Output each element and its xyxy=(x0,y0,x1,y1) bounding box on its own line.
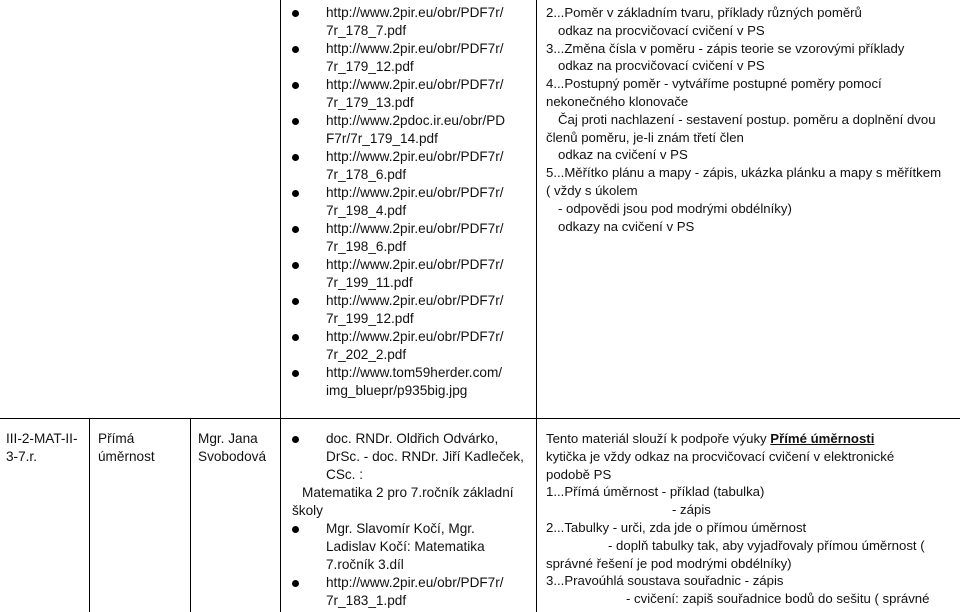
topic-cell xyxy=(98,430,188,466)
link-item[interactable] xyxy=(280,4,536,40)
bullet-icon xyxy=(292,262,299,269)
link-url[interactable]: http://www.2pir.eu/obr/PDF7r/ xyxy=(326,77,504,92)
link-url[interactable]: 7r_199_11.pdf xyxy=(326,275,413,290)
link-url[interactable]: 7r_202_2.pdf xyxy=(326,347,407,362)
author-name: Svobodová xyxy=(198,449,267,464)
bullet-icon xyxy=(292,298,299,305)
topic-link[interactable]: Přímé úměrnosti xyxy=(770,431,875,446)
desc-line xyxy=(546,430,958,448)
col-divider-1 xyxy=(89,418,90,612)
link-url[interactable]: 7r_198_4.pdf xyxy=(326,203,407,218)
col-divider-2 xyxy=(190,418,191,612)
link-url[interactable]: http://www.2pir.eu/obr/PDF7r/ xyxy=(326,293,504,308)
link-url[interactable]: 7r_178_6.pdf xyxy=(326,167,407,182)
sources-list xyxy=(280,430,536,484)
source-item xyxy=(280,520,536,574)
bullet-icon xyxy=(292,82,299,89)
link-url[interactable]: http://www.2pir.eu/obr/PDF7r/ xyxy=(326,221,504,236)
desc-line: 1...Přímá úměrnost - příklad (tabulka) xyxy=(546,484,765,500)
topic-name: úměrnost xyxy=(98,449,155,464)
desc-line: nekonečného klonovače xyxy=(546,93,689,109)
bullet-icon xyxy=(292,10,299,17)
link-url[interactable]: 7r_179_13.pdf xyxy=(326,95,414,110)
source-link[interactable]: http://www.2pir.eu/obr/PDF7r/ xyxy=(326,575,504,590)
desc-line: správné řešení je pod modrými obdélníky) xyxy=(546,555,792,571)
link-item[interactable] xyxy=(280,256,536,292)
link-url[interactable]: http://www.2pir.eu/obr/PDF7r/ xyxy=(326,5,504,20)
desc-line: odkaz na cvičení v PS xyxy=(558,147,688,163)
source-text: 7.ročník 3.díl xyxy=(326,557,404,572)
source-book: Matematika 2 pro 7.ročník základní xyxy=(302,485,514,500)
topic-name: Přímá xyxy=(98,431,135,446)
desc-line: odkazy na cvičení v PS xyxy=(558,218,695,234)
link-url[interactable]: 7r_178_7.pdf xyxy=(326,23,407,38)
material-code: 3-7.r. xyxy=(6,449,37,464)
bottom-description-cell xyxy=(546,430,958,612)
source-item xyxy=(280,430,536,484)
link-url[interactable]: http://www.2pdoc.ir.eu/obr/PD xyxy=(326,113,506,128)
desc-line: - zápis xyxy=(672,502,711,518)
link-url[interactable]: http://www.2pir.eu/obr/PDF7r/ xyxy=(326,257,504,272)
desc-line: - cvičení: zapiš souřadnice bodů do sešitu ( správné xyxy=(626,591,930,607)
desc-line: odkaz na procvičovací cvičení v PS xyxy=(558,58,765,74)
desc-line: ( vždy s úkolem xyxy=(546,182,638,198)
link-url[interactable]: 7r_179_12.pdf xyxy=(326,59,414,74)
link-url[interactable]: img_bluepr/p935big.jpg xyxy=(326,383,468,398)
link-url[interactable]: http://www.2pir.eu/obr/PDF7r/ xyxy=(326,41,504,56)
bullet-icon xyxy=(292,436,299,443)
link-url[interactable]: http://www.tom59herder.com/ xyxy=(326,365,503,380)
top-links-cell xyxy=(280,4,536,416)
desc-line: - odpovědi jsou pod modrými obdélníky) xyxy=(558,200,792,216)
sources-list xyxy=(280,520,536,610)
col-divider-4 xyxy=(536,0,537,612)
top-description-cell xyxy=(546,4,958,416)
desc-line: 5...Měřítko plánu a mapy - zápis, ukázka plánku a mapy s měřítkem xyxy=(546,165,942,181)
code-cell xyxy=(6,430,88,466)
source-text: doc. RNDr. Oldřich Odvárko, xyxy=(326,431,499,446)
bullet-icon xyxy=(292,190,299,197)
desc-line: 3...Pravoúhlá soustava souřadnic - zápis xyxy=(546,573,784,589)
link-item[interactable] xyxy=(280,76,536,112)
bullet-icon xyxy=(292,226,299,233)
link-item[interactable] xyxy=(280,292,536,328)
bullet-icon xyxy=(292,334,299,341)
source-item[interactable] xyxy=(280,574,536,610)
link-item[interactable] xyxy=(280,184,536,220)
material-code: III-2-MAT-II- xyxy=(6,431,78,446)
top-links-list xyxy=(280,4,536,400)
desc-line: 2...Poměr v základním tvaru, příklady různých poměrů xyxy=(546,5,862,20)
link-url[interactable]: http://www.2pir.eu/obr/PDF7r/ xyxy=(326,149,504,164)
bullet-icon xyxy=(292,118,299,125)
source-book: školy xyxy=(292,503,323,518)
link-url[interactable]: 7r_199_12.pdf xyxy=(326,311,414,326)
author-name: Mgr. Jana xyxy=(198,431,258,446)
source-text: Ladislav Kočí: Matematika xyxy=(326,539,485,554)
desc-line: 4...Postupný poměr - vytváříme postupné poměry pomocí xyxy=(546,76,882,92)
link-item[interactable] xyxy=(280,40,536,76)
source-text: DrSc. - doc. RNDr. Jiří Kadleček, xyxy=(326,449,524,464)
source-text: CSc. : xyxy=(326,467,364,482)
link-item[interactable] xyxy=(280,364,536,400)
desc-line: - doplň tabulky tak, aby vyjadřovaly přímou úměrnost ( xyxy=(608,537,925,553)
bullet-icon xyxy=(292,370,299,377)
source-link[interactable]: 7r_183_1.pdf xyxy=(326,593,407,608)
sources-cell xyxy=(280,430,536,612)
link-url[interactable]: F7r/7r_179_14.pdf xyxy=(326,131,438,146)
source-text: Mgr. Slavomír Kočí, Mgr. xyxy=(326,521,475,536)
desc-line: 2...Tabulky - urči, zda jde o přímou úměrnost xyxy=(546,519,807,535)
row-divider xyxy=(0,418,960,419)
link-item[interactable] xyxy=(280,328,536,364)
link-item[interactable] xyxy=(280,220,536,256)
bullet-icon xyxy=(292,154,299,161)
link-item[interactable] xyxy=(280,112,536,148)
bullet-icon xyxy=(292,46,299,53)
bullet-icon xyxy=(292,580,299,587)
link-url[interactable]: 7r_198_6.pdf xyxy=(326,239,407,254)
link-url[interactable]: http://www.2pir.eu/obr/PDF7r/ xyxy=(326,185,504,200)
desc-line: kytička je vždy odkaz na procvičovací cvičení v elektronické xyxy=(546,448,895,464)
desc-line: podobě PS xyxy=(546,466,612,482)
link-url[interactable]: http://www.2pir.eu/obr/PDF7r/ xyxy=(326,329,504,344)
author-cell xyxy=(198,430,278,466)
desc-intro: Tento materiál slouží k podpoře výuky xyxy=(546,431,771,446)
desc-line: odkaz na procvičovací cvičení v PS xyxy=(558,22,765,38)
desc-line: Čaj proti nachlazení - sestavení postup. poměru a doplnění dvou xyxy=(558,111,936,127)
desc-line: členů poměru, je-li znám třetí člen xyxy=(546,129,744,145)
link-item[interactable] xyxy=(280,148,536,184)
desc-line: 3...Změna čísla v poměru - zápis teorie se vzorovými příklady xyxy=(546,40,905,56)
bullet-icon xyxy=(292,526,299,533)
